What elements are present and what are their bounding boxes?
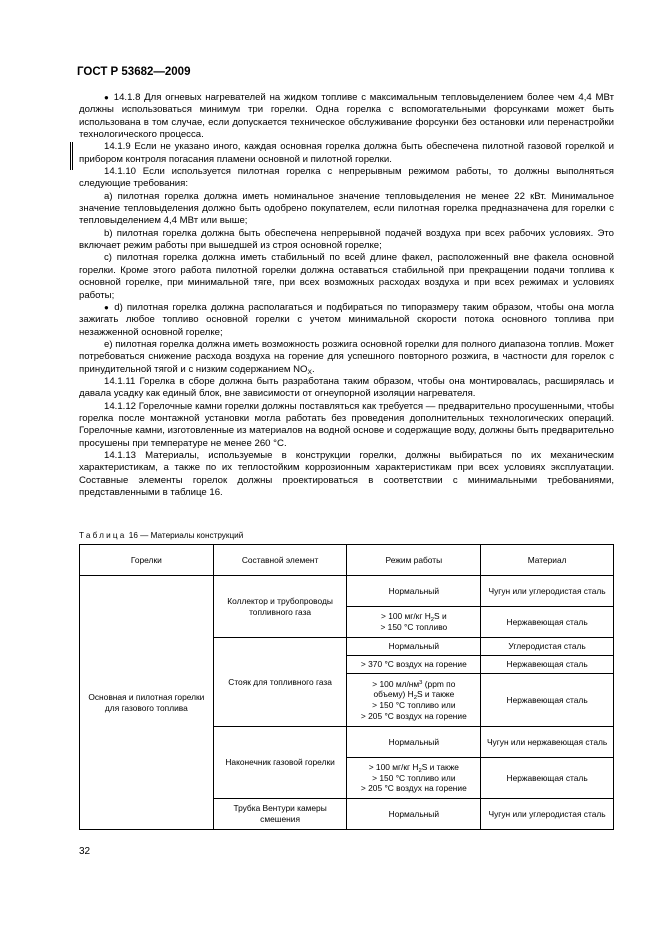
header-material: Материал: [481, 545, 614, 576]
header-element: Составной элемент: [213, 545, 347, 576]
element-cell: Стояк для топливного газа: [213, 638, 347, 727]
item-e: e) пилотная горелка должна иметь возможность розжига основной горелки для полного диапазона топлив. Может потребоваться снижение расхода воздуха на горение для успешного повторного розжига, в частности для горелок с принудительной тягой и с низким содержанием $NO_X$.: [79, 338, 614, 376]
material-cell: Углеродистая сталь: [481, 638, 614, 656]
item-d: ● d) пилотная горелка должна располагаться и подбираться по типоразмеру таким образом, чтобы она могла зажигать любое топливо основной горелки с учетом минимальной скорости потока основного топлива при незажженной основной горелке;: [79, 301, 614, 338]
body-text: [79, 92, 614, 499]
material-cell: Нержавеющая сталь: [481, 758, 614, 799]
clause-14-1-13: 14.1.13 Материалы, используемые в конструкции горелки, должны выбираться по их механическим характеристикам, а также по их теплостойким коррозионным характеристикам при всех условиях эксплуатации. Составные элементы горелок должны проектироваться в соответствии с минимальными требованиями, представленными в таблице 16.: [79, 449, 614, 498]
mode-cell: > 100 мг/кг $H_2S$ и > 150 °С топливо: [347, 607, 481, 638]
page-number: 32: [79, 846, 91, 857]
clause-14-1-12: 14.1.12 Горелочные камни горелки должны поставляться как требуется — предварительно просушенными, чтобы горелка после монтажной установки могла работать без проведения дополнительных технологических операций. Горелочные камни, изготовленные из материалов на водной основе и содержащие воду, должны быть предварительно просушены при температуре не менее 260 °С.: [79, 400, 614, 449]
header-mode: Режим работы: [347, 545, 481, 576]
mode-cell: Нормальный: [347, 727, 481, 758]
element-cell: Трубка Вентури камеры смешения: [213, 799, 347, 830]
element-cell: Наконечник газовой горелки: [213, 727, 347, 799]
material-cell: Нержавеющая сталь: [481, 674, 614, 727]
clause-14-1-11: 14.1.11 Горелка в сборе должна быть разработана таким образом, чтобы она монтировалась, расширялась и давала усадку как единый блок, вне зависимости от огнеупорной изоляции нагревателя.: [79, 375, 614, 400]
clause-14-1-9: 14.1.9 Если не указано иного, каждая основная горелка должна быть обеспечена пилотной газовой горелкой и прибором контроля погасания пламени основной и пилотной горелки.: [79, 141, 614, 165]
header-burners: Горелки: [80, 545, 214, 576]
mode-cell: > 100 $мл/нм^3$ (ppm по объему) $H_2S$ и также > 150 °С топливо или > 205 °С воздух на горение: [347, 674, 481, 727]
change-bar: [70, 142, 71, 170]
table-caption: Таблица 16 — Материалы конструкций: [79, 531, 244, 540]
table-header-row: [80, 545, 614, 576]
item-c: c) пилотная горелка должна иметь стабильный по всей длине факел, расположенный вне факела основной горелки. Кроме этого работа пилотной горелки должна оставаться стабильной при прекращении подачи топлива к основной горелке, при минимальной тяге, при всех возможных расходах воздуха и при всех режимах и условиях работы;: [79, 252, 614, 301]
element-cell: Коллектор и трубопроводы топливного газа: [213, 576, 347, 638]
material-cell: Нержавеющая сталь: [481, 656, 614, 674]
bullet-icon: ●: [104, 302, 111, 312]
burner-cell: Основная и пилотная горелки для газового топлива: [80, 576, 214, 830]
item-a: a) пилотная горелка должна иметь номинальное значение тепловыделения не менее 22 кВт. Минимальное значение тепловыделения должно быть одобрено покупателем, если пилотная горелка предназначена для горелки с тепловыделением 4,4 МВт или выше;: [79, 190, 614, 227]
mode-cell: > 100 мг/кг $H_2S$ и также > 150 °С топливо или > 205 °С воздух на горение: [347, 758, 481, 799]
materials-table: [79, 544, 614, 830]
material-cell: Чугун или углеродистая сталь: [481, 576, 614, 607]
mode-cell: Нормальный: [347, 638, 481, 656]
clause-14-1-10: 14.1.10 Если используется пилотная горелка с непрерывным режимом работы, то должны выполняться следующие требования:: [79, 166, 614, 190]
material-cell: Нержавеющая сталь: [481, 607, 614, 638]
mode-cell: Нормальный: [347, 799, 481, 830]
bullet-icon: ●: [104, 93, 110, 102]
clause-14-1-8: ● 14.1.8 Для огневых нагревателей на жидком топливе с максимальным тепловыделением более чем 4,4 МВт должны использоваться минимум три горелки. Одна горелка с вспомогательными форсунками может быть использована в том случае, если допускается техническое обслуживание форсунки без остановки или перенастройки технологического процесса.: [79, 92, 614, 141]
item-b: b) пилотная горелка должна быть обеспечена непрерывной подачей воздуха при всех рабочих условиях. Это включает режим работы при вышедшей из строя основной горелке;: [79, 227, 614, 252]
table-row: [80, 576, 614, 607]
change-bar: [72, 142, 73, 170]
standard-title: ГОСТ Р 53682—2009: [77, 66, 191, 78]
mode-cell: > 370 °С воздух на горение: [347, 656, 481, 674]
material-cell: Чугун или нержавеющая сталь: [481, 727, 614, 758]
material-cell: Чугун или углеродистая сталь: [481, 799, 614, 830]
mode-cell: Нормальный: [347, 576, 481, 607]
